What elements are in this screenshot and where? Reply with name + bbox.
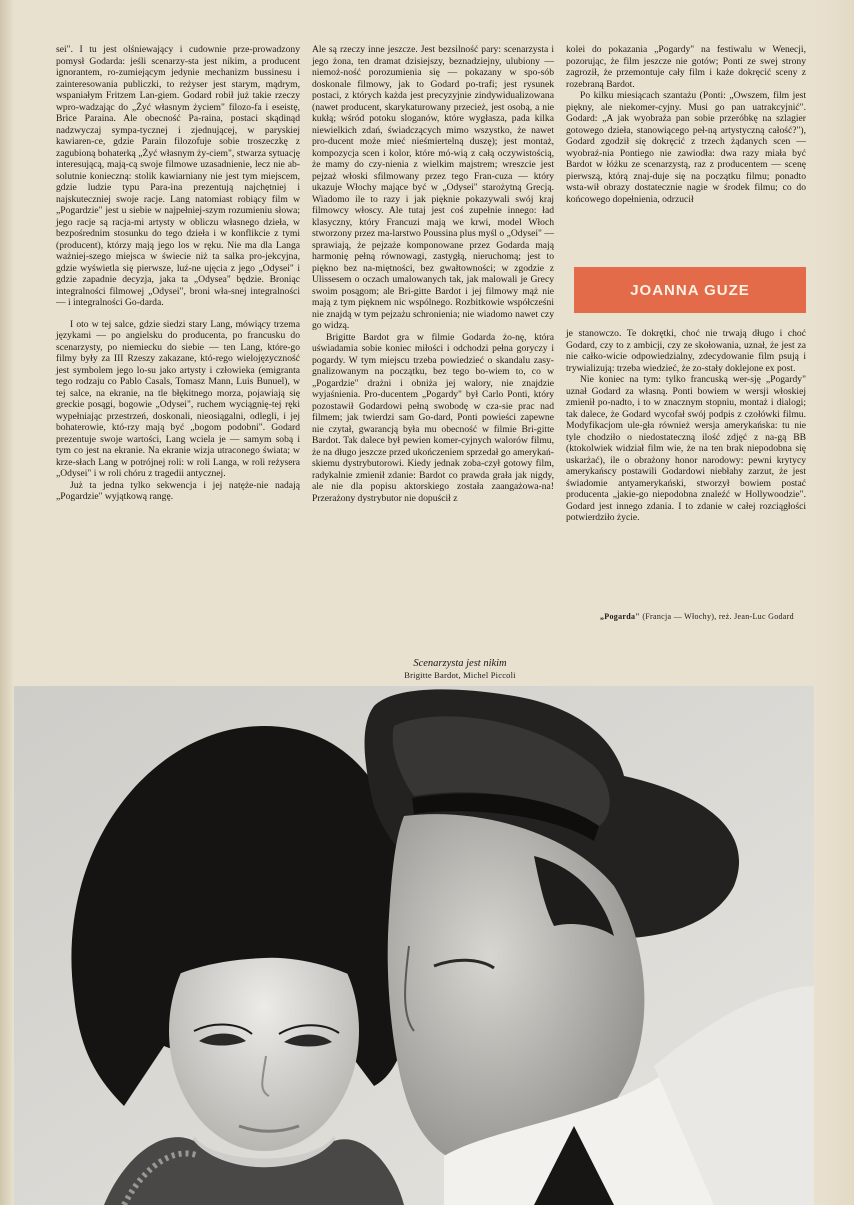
photo-illustration [14,686,814,1205]
film-still-photo [14,686,814,1205]
film-credit [600,612,810,622]
paragraph: Po kilku miesiącach szantażu (Ponti: „Owszem, film jest piękny, ale niekomer-cyjny. Musi go pan uatrakcyjnić". Godard: „A jak wyobraża pan sobie przeróbkę na szlagier gotowego dzieła, stanowiącego peł-ną artystyczną całość?"), Godard zgodził się dokręcić z trzech żądanych scen — wyobraź-nia Pontiego nie zawiodła: dwa razy miała być Bardot w łóżku ze scenarzystą, raz z producentem — scenę pierwszą, którą znaj-duje się na początku filmu; ponadto wsta-wił obrazy dostatecznie nagie w środek filmu; co do końcowego dopełnienia, odrzucił [566,90,806,205]
film-details: (Francja — Włochy), reż. Jean-Luc Godard [642,612,794,621]
paragraph: kolei do pokazania „Pogardy" na festiwalu w Wenecji, pozorując, że film jeszcze nie gotów; Ponti ze swej strony zagroził, że przemontuje cały film i każe dokręcić sceny z rozebraną Bardot. [566,44,806,90]
page-edge [0,0,14,1205]
photo-caption [360,658,560,680]
paragraph: sei". I tu jest olśniewający i cudownie prze-prowadzony pomysł Godarda: jeśli scenarzy-sta jest nikim, a producent ignorantem, ro-zumiejącym jedynie mechanizm bussinesu i zainteresowania publiczki, to reżyser jest starym, mądrym, wspaniałym Fritzem Lan-giem. Godard robił już takie rzeczy wpro-wadzając do „Żyć własnym życiem" filozo-fa i eseistę, Brice Paraina. Ale obecność Pa-raina, postaci skądinąd nadzwyczaj sympa-tycznej i zjednującej, w paryskiej kawiaren-ce, gdzie Parain filozofuje sobie troszeczkę z zagubioną bohaterką „Żyć własnym ży-ciem", stwarza sytuację interesującą, mają-cą swoje filmowe uzasadnienie, lecz nie ab-solutnie konieczną: stolik kawiarniany nie jest tym miejscem, gdzie ludzie typu Para-ina prezentują najchętniej i najskuteczniej swoje racje. Lang natomiast robiący film w „Pogardzie" jest u siebie w najpełniej-szym rozumieniu słowa; jego racje są racja-mi artysty w obliczu własnego dzieła, w bezpośrednim stosunku do tego dzieła i w konflikcie z tymi (producent), którzy mają jego los w ręku. Nie ma dla Langa ważniej-szego miejsca w świecie niż ta salka pro-jekcyjna, gdzie wyświetla się pierwsze, luź-ne ujęcia z jego „Odysei" i gdzie zapadnie decyzja, jaka ta „Odysea" będzie. Broniąc integralności filmowej „Odysei", broni wła-snej integralności — i integralności Go-darda. [56,44,300,308]
author-name: JOANNA GUZE [630,281,750,299]
paragraph: Brigitte Bardot gra w filmie Godarda żo-nę, która uświadamia sobie koniec miłości i odchodzi pełna goryczy i pogardy. W tym miejscu trzeba powiedzieć o skandalu zasy-gnalizowanym na początku, bez tego bo-wiem to, co w „Pogardzie" drażni i obniża jej walory, nie znajdzie wyjaśnienia. Pro-ducentem „Pogardy" był Carlo Ponti, który pozostawił Godardowi pełną swobodę w cza-sie prac nad filmem; jak twierdzi sam Go-dard, Ponti powieści zapewne nie czytał, gwarancją była mu obecność w filmie Bri-gitte Bardot. Tak dalece był pewien komer-cyjnych walorów filmu, że na długo jeszcze przed ukończeniem sprzedał go amerykań-skiemu dystrybutorowi. Kiedy jednak zoba-czył gotowy film, radykalnie zmienił zdanie: Bardot co prawda grała jak nigdy, ale nie dla popisu aktorskiego została zaangażowa-na! Przerażony dystrybutor nie dopuścił z [312,331,554,504]
paragraph: Ale są rzeczy inne jeszcze. Jest bezsilność pary: scenarzysta i jego żona, ten dramat dzisiejszy, beznadziejny, ulubiony — niemoż-ność porozumienia się — pokazany w spo-sób doskonale filmowy, jak to Godard po-trafi; jest rysunek postaci, z których każda jest precyzyjnie zindywidualizowana (nawet producent, skarykaturowany przecież, jest osobą, a nie kukłą; wśród potoku sloganów, które wygłasza, pada kilka niewielkich zdań, świadczących mimo wszystko, że nawet pro-ducent może mieć nieśmiertelną duszę); jest montaż, kompozycja scen i kolor, które mó-wią z całą oczywistością, że mamy do czy-nienia z wielkim majstrem; wreszcie jest pejzaż włoski sfilmowany przez tego Fran-cuza — który ukazuje Włochy mające być w „Odysei" starożytną Grecją. Wiadomo ile to razy i jak pięknie pokazywali swój kraj filmowcy włoscy. Ale tutaj jest coś zupełnie innego: ład klasyczny, który Francuzi mają we krwi, model Włoch stworzony przez ma-larstwo Poussina plus myśl o „Odysei" — sprawiają, że pejzaże komponowane przez Godarda mają harmonię pełną równowagi, zastygłą, nieruchomą; jest to piękno bez na-miętności, bez gwałtowności; w zgodzie z Ulissesem o oczach umalowanych tak, jak malowali je Grecy swoim posągom; ale Bri-gitte Bardot i jej filmowy mąż nie mają z tym pięknem nic wspólnego. Rozbitkowie współcześni nie znajdą w tym pejzażu schronienia; nie wiadomo nawet czy go widzą. [312,44,554,331]
paragraph: je stanowczo. Te dokrętki, choć nie trwają długo i choć Godard, czy to z ambicji, czy ze skołowania, uznał, że jest za nie całko-wicie odpowiedzialny, zdecydowanie film psują i trywializują: trzeba wiedzieć, że zo-stały doklejone ex post. [566,328,806,374]
article-column-1 [56,44,300,503]
page-edge-right [814,0,854,1205]
paragraph: I oto w tej salce, gdzie siedzi stary Lang, mówiący trzema językami — po angielsku do producenta, po francusku do scenarzysty, po niemiecku do siebie — ten Lang, które-go filmy były za III Rzeszy zakazane, któ-rego wielojęzyczność jest symbolem jego lo-su jako artysty i człowieka (emigranta tego rodzaju co Pablo Casals, Tomasz Mann, Luis Bunuel), w tej salce, na ekranie, na tle błękitnego morza, pojawiają się greckie posągi, bogowie „Odysei", ruchem wyciągnię-tej ręki wypełniając przestrzeń, doskonali, nieosiągalni, odlegli, i jej bohaterowie, któ-rzy mają być „bogom podobni". Godard prezentuje swoje wartości, Lang wciela je — samym sobą i tym co jest na ekranie. Na ekranie wizja utraconego świata; w krze-słach Lang w potrójnej roli: w roli Langa, w roli reżysera „Odysei" i w roli chóru z tragedii antycznej. [56,318,300,479]
article-column-3-bottom [566,328,806,524]
article-column-2 [312,44,554,504]
caption-names: Brigitte Bardot, Michel Piccoli [404,670,516,680]
author-box [574,267,806,313]
article-column-3-top [566,44,806,205]
paragraph: Nie koniec na tym: tylko francuską wer-sję „Pogardy" uznał Godard za własną. Ponti bowiem w wersji włoskiej zmienił po-nadto, i to w znacznym stopniu, montaż i dialogi; tak dalece, że Godard wycofał swój podpis z czołówki filmu. Modyfikacjom ule-gła również wersja amerykańska: tu nie tyle chodziło o niedostateczną ilość zdjęć z na-gą BB (ktokolwiek widział film wie, że na ten brak niepodobna się uskarżać), ile o obrażony honor narodowy: pewni krytycy amerykańscy postawili Godardowi niebłahy zarzut, że jest świadomie antyamerykański, stworzył bowiem postać producenta „jakie-go niepodobna znaleźć w Hollywoodzie". Godard jest innego zdania. I to zdanie w całej rozciągłości potwierdziło życie. [566,374,806,523]
paragraph: Już ta jedna tylko sekwencja i jej natęże-nie nadają „Pogardzie" wyjątkową rangę. [56,479,300,502]
caption-title: Scenarzysta jest nikim [413,658,507,669]
film-title: „Pogarda" [600,612,641,621]
